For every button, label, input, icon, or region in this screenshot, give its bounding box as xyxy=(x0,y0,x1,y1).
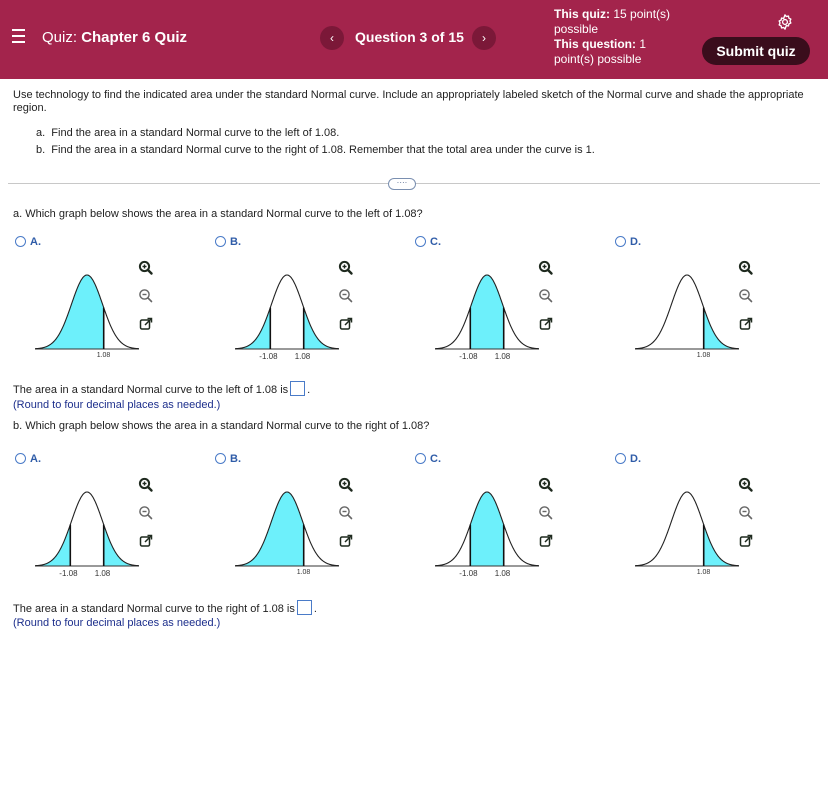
option-label: C. xyxy=(430,236,441,248)
tick-label: 1.08 xyxy=(696,352,711,359)
graph-tools xyxy=(737,259,757,339)
part-b-answer-row xyxy=(13,600,317,615)
part-b-option-b-graph xyxy=(232,482,342,582)
part-a-option-c-graph xyxy=(432,265,542,365)
zoom-out-icon[interactable] xyxy=(537,504,555,522)
part-b-answer-suffix: . xyxy=(313,603,317,615)
zoom-out-icon[interactable] xyxy=(137,504,155,522)
normal-curve-plot xyxy=(632,482,742,582)
option-label: C. xyxy=(430,453,441,465)
graph-tools xyxy=(537,259,557,339)
tick-label: -1.08 xyxy=(59,569,78,578)
tick-label: -1.08 xyxy=(259,352,278,361)
tick-label: 1.08 xyxy=(96,352,111,359)
radio-button-icon[interactable] xyxy=(15,453,26,464)
normal-curve-plot xyxy=(32,482,142,582)
shaded-area xyxy=(235,492,304,566)
tick-label: 1.08 xyxy=(696,569,711,576)
normal-curve-plot xyxy=(632,265,742,365)
part-a-option-b-radio[interactable] xyxy=(215,236,241,248)
popout-icon[interactable] xyxy=(737,532,755,550)
graph-tools xyxy=(737,476,757,556)
part-b-answer-prefix: The area in a standard Normal curve to the right of 1.08 is xyxy=(13,603,295,615)
popout-icon[interactable] xyxy=(337,532,355,550)
part-a-answer-suffix: . xyxy=(307,384,311,396)
part-a-answer-row xyxy=(13,381,310,396)
part-a-hint: (Round to four decimal places as needed.) xyxy=(13,399,221,411)
tick-label: 1.08 xyxy=(294,352,311,361)
this-quiz-value: 15 point(s) xyxy=(613,7,671,21)
radio-button-icon[interactable] xyxy=(215,236,226,247)
shaded-area xyxy=(35,275,104,349)
next-question-button[interactable]: › xyxy=(472,26,496,50)
popout-icon[interactable] xyxy=(337,315,355,333)
radio-button-icon[interactable] xyxy=(415,236,426,247)
quiz-header xyxy=(0,0,828,79)
part-a-option-d-radio[interactable] xyxy=(615,236,641,248)
part-a-option-a-radio[interactable] xyxy=(15,236,41,248)
normal-curve xyxy=(635,492,739,566)
part-b-option-d-graph xyxy=(632,482,742,582)
this-quiz-tail: possible xyxy=(554,22,599,36)
radio-button-icon[interactable] xyxy=(15,236,26,247)
option-label: D. xyxy=(630,236,641,248)
part-a-option-a-graph xyxy=(32,265,142,365)
zoom-out-icon[interactable] xyxy=(337,287,355,305)
tick-label: 1.08 xyxy=(494,569,511,578)
zoom-out-icon[interactable] xyxy=(737,287,755,305)
popout-icon[interactable] xyxy=(137,315,155,333)
popout-icon[interactable] xyxy=(537,532,555,550)
normal-curve xyxy=(635,275,739,349)
hamburger-menu-icon[interactable] xyxy=(12,29,25,43)
gear-icon[interactable] xyxy=(776,13,794,31)
this-question-tail: point(s) possible xyxy=(554,52,642,66)
part-a-question: a. Which graph below shows the area in a standard Normal curve to the left of 1.08? xyxy=(13,208,423,220)
option-label: B. xyxy=(230,236,241,248)
radio-button-icon[interactable] xyxy=(415,453,426,464)
zoom-out-icon[interactable] xyxy=(137,287,155,305)
part-b-option-c-radio[interactable] xyxy=(415,453,441,465)
option-label: A. xyxy=(30,453,41,465)
zoom-in-icon[interactable] xyxy=(537,259,555,277)
zoom-out-icon[interactable] xyxy=(537,287,555,305)
quiz-name: Chapter 6 Quiz xyxy=(81,29,188,46)
part-b-option-a-radio[interactable] xyxy=(15,453,41,465)
submit-quiz-button[interactable]: Submit quiz xyxy=(702,37,810,65)
radio-button-icon[interactable] xyxy=(615,236,626,247)
graph-tools xyxy=(137,476,157,556)
popout-icon[interactable] xyxy=(737,315,755,333)
tick-label: -1.08 xyxy=(459,569,478,578)
normal-curve-plot xyxy=(432,265,542,365)
tick-label: -1.08 xyxy=(459,352,478,361)
normal-curve-plot xyxy=(232,482,342,582)
this-question-label: This question: xyxy=(554,37,636,51)
quiz-title xyxy=(42,29,187,46)
zoom-in-icon[interactable] xyxy=(137,476,155,494)
graph-tools xyxy=(537,476,557,556)
part-a-option-b-graph xyxy=(232,265,342,365)
this-quiz-label: This quiz: xyxy=(554,7,610,21)
instruction-item-a: a. Find the area in a standard Normal curve to the left of 1.08. xyxy=(36,127,340,139)
zoom-in-icon[interactable] xyxy=(337,476,355,494)
zoom-out-icon[interactable] xyxy=(337,504,355,522)
part-a-option-c-radio[interactable] xyxy=(415,236,441,248)
normal-curve-plot xyxy=(232,265,342,365)
option-label: A. xyxy=(30,236,41,248)
zoom-in-icon[interactable] xyxy=(137,259,155,277)
popout-icon[interactable] xyxy=(537,315,555,333)
zoom-in-icon[interactable] xyxy=(737,476,755,494)
graph-tools xyxy=(337,476,357,556)
option-label: D. xyxy=(630,453,641,465)
tick-label: 1.08 xyxy=(94,569,111,578)
part-b-option-b-radio[interactable] xyxy=(215,453,241,465)
option-label: B. xyxy=(230,453,241,465)
previous-question-button[interactable]: ‹ xyxy=(320,26,344,50)
normal-curve xyxy=(235,275,339,349)
part-b-option-c-graph xyxy=(432,482,542,582)
normal-curve xyxy=(35,492,139,566)
part-b-hint: (Round to four decimal places as needed.) xyxy=(13,617,221,629)
part-b-option-d-radio[interactable] xyxy=(615,453,641,465)
expand-more-button[interactable]: ···· xyxy=(388,178,416,190)
quiz-prefix: Quiz: xyxy=(42,29,78,46)
question-counter: Question 3 of 15 xyxy=(355,29,464,45)
tick-label: 1.08 xyxy=(494,352,511,361)
part-b-question: b. Which graph below shows the area in a standard Normal curve to the right of 1.08? xyxy=(13,420,430,432)
zoom-in-icon[interactable] xyxy=(737,259,755,277)
part-a-option-d-graph xyxy=(632,265,742,365)
tick-label: 1.08 xyxy=(296,569,311,576)
instructions-text: Use technology to find the indicated area under the standard Normal curve. Include an appropriately labeled sketch of the Normal curve and shade the appropriate region. xyxy=(13,89,804,114)
normal-curve-plot xyxy=(432,482,542,582)
zoom-in-icon[interactable] xyxy=(337,259,355,277)
popout-icon[interactable] xyxy=(137,532,155,550)
this-question-value: 1 xyxy=(639,37,647,51)
instruction-item-b: b. Find the area in a standard Normal curve to the right of 1.08. Remember that the total area under the curve is 1. xyxy=(36,144,595,156)
normal-curve-plot xyxy=(32,265,142,365)
shaded-area xyxy=(470,492,503,566)
radio-button-icon[interactable] xyxy=(615,453,626,464)
shaded-area xyxy=(470,275,503,349)
zoom-out-icon[interactable] xyxy=(737,504,755,522)
part-a-answer-prefix: The area in a standard Normal curve to the left of 1.08 is xyxy=(13,384,289,396)
part-b-answer-input[interactable] xyxy=(297,600,312,615)
points-info xyxy=(554,7,694,67)
part-a-answer-input[interactable] xyxy=(290,381,305,396)
graph-tools xyxy=(337,259,357,339)
graph-tools xyxy=(137,259,157,339)
radio-button-icon[interactable] xyxy=(215,453,226,464)
zoom-in-icon[interactable] xyxy=(537,476,555,494)
part-b-option-a-graph xyxy=(32,482,142,582)
